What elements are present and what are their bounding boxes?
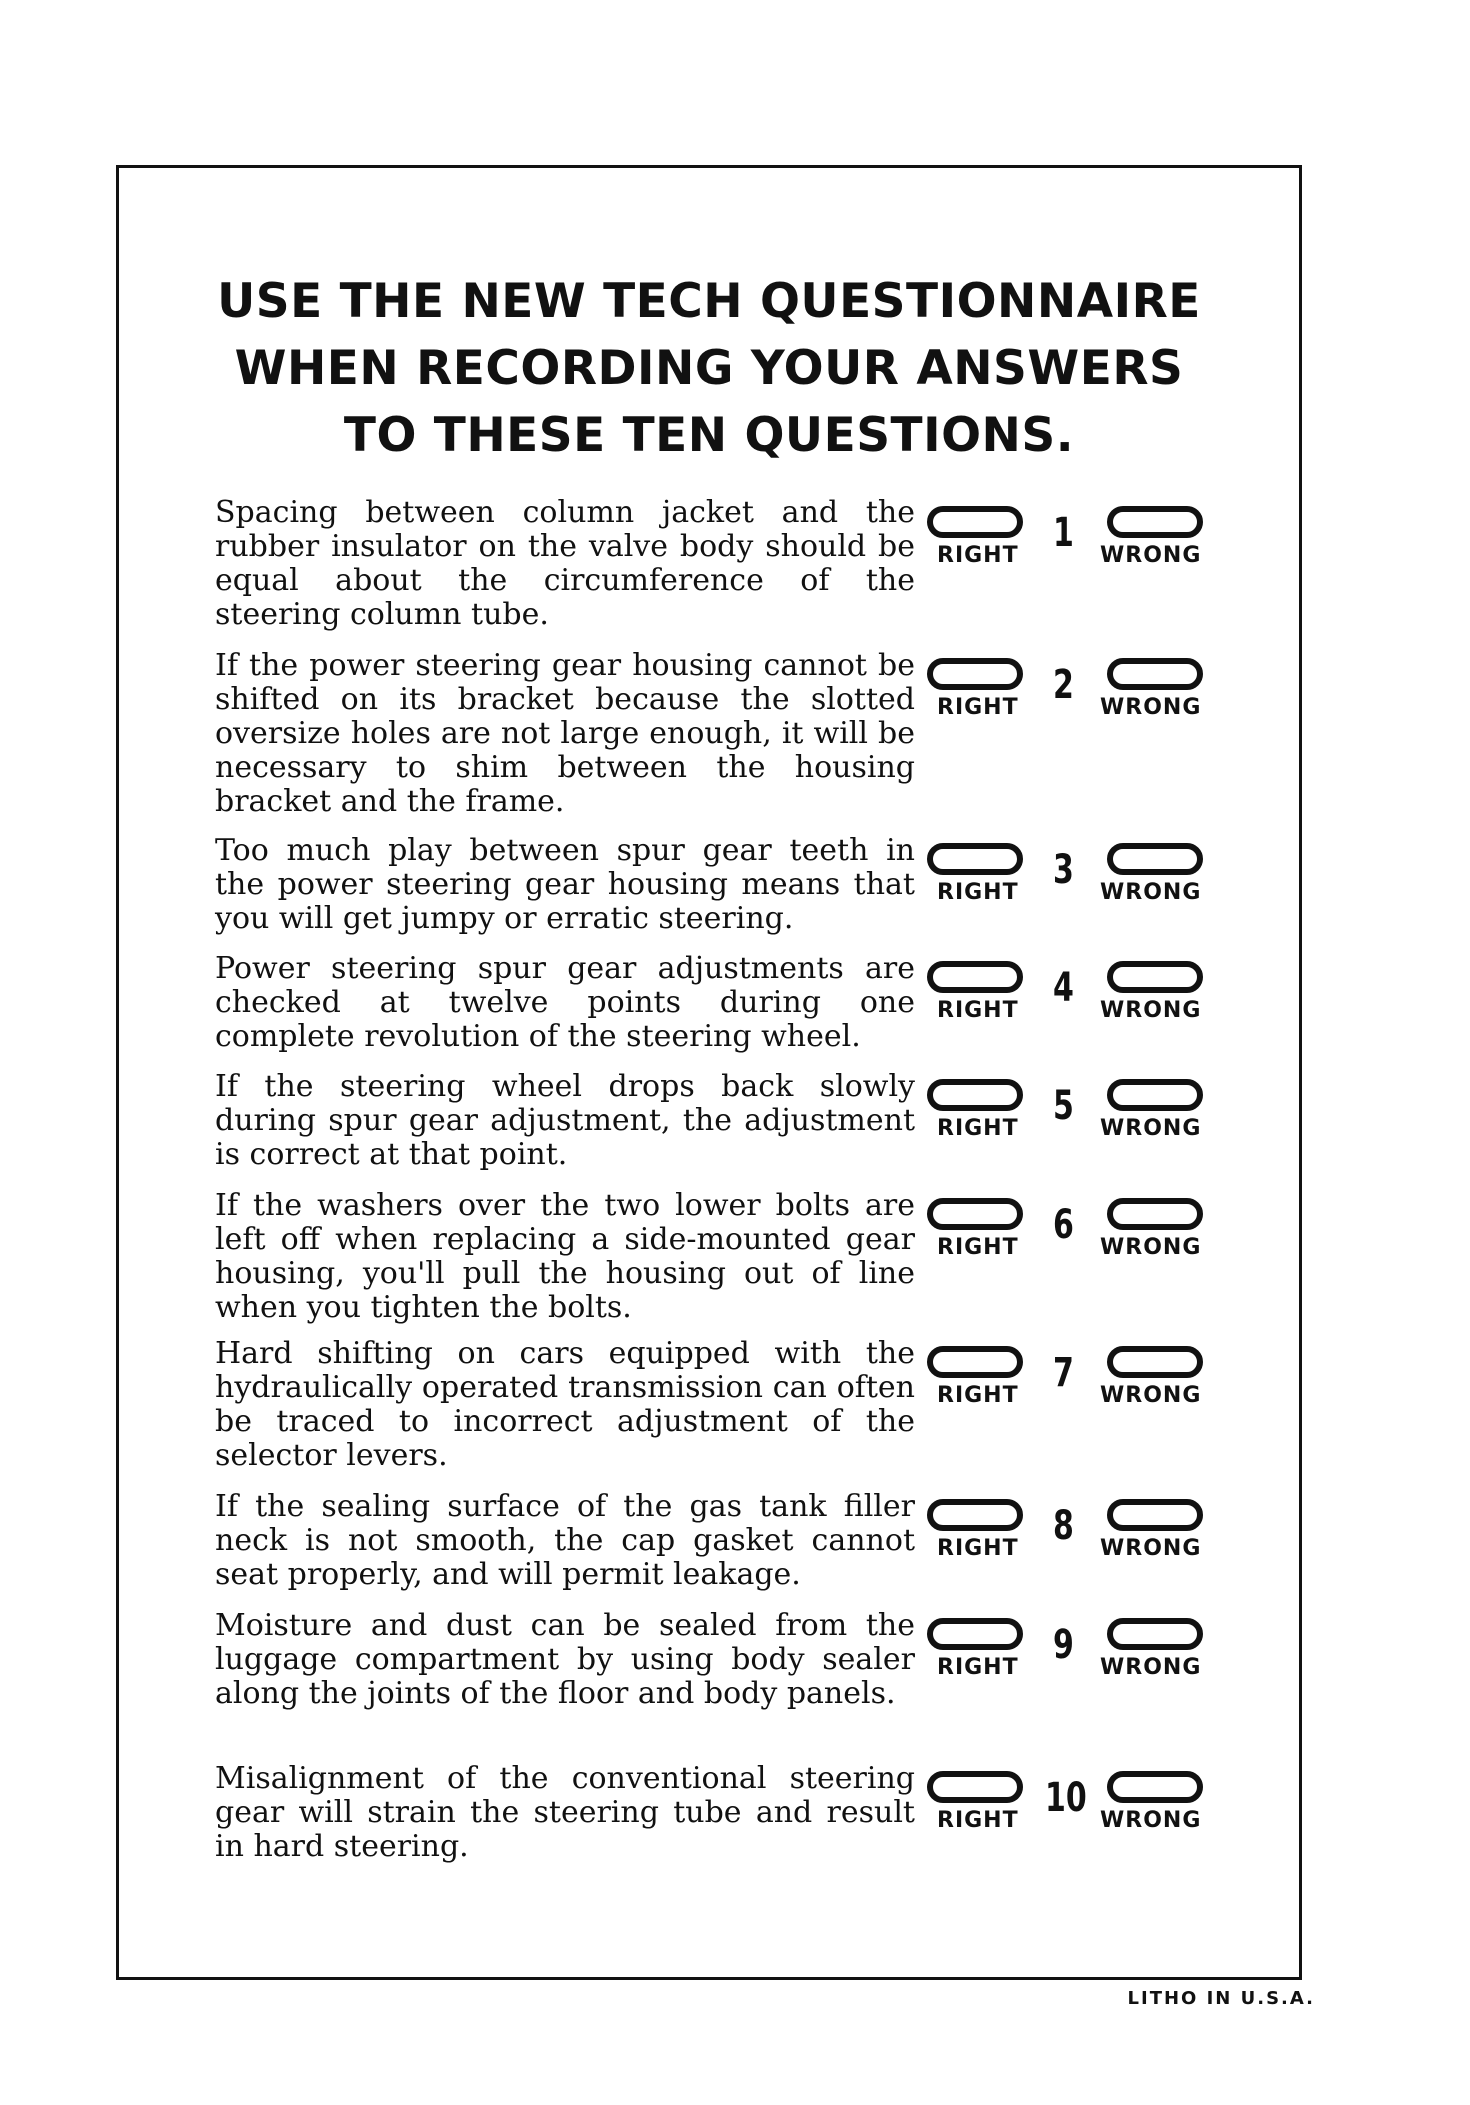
question-7-right-bubble[interactable] <box>927 1346 1023 1378</box>
question-2-text: If the power steering gear housing cannot be shifted on its bracket because the slotted oversize holes are not large enough, it will be necessary to shim between the housing bracket and the frame. <box>215 648 915 819</box>
question-7-number: 7 <box>1053 1350 1074 1396</box>
question-3-wrong-bubble[interactable] <box>1107 843 1203 875</box>
question-3-text: Too much play between spur gear teeth in the power steering gear housing means that you will get jumpy or erratic steering. <box>215 833 915 936</box>
question-8-right-label: RIGHT <box>937 1536 1019 1561</box>
question-2-right-label: RIGHT <box>937 695 1019 720</box>
title-line-2: WHEN RECORDING YOUR ANSWERS <box>234 341 1184 396</box>
question-4-number: 4 <box>1053 965 1074 1011</box>
page-title <box>119 268 1299 469</box>
question-7-text: Hard shifting on cars equipped with the hydraulically operated transmission can often be traced to incorrect adjustment of the selector levers. <box>215 1336 915 1473</box>
question-10-right-label: RIGHT <box>937 1808 1019 1833</box>
question-6-text: If the washers over the two lower bolts are left off when replacing a side-mounted gear housing, you'll pull the housing out of line when you tighten the bolts. <box>215 1188 915 1325</box>
question-3-right-label: RIGHT <box>937 880 1019 905</box>
title-line-1: USE THE NEW TECH QUESTIONNAIRE <box>217 274 1201 329</box>
question-5-text: If the steering wheel drops back slowly during spur gear adjustment, the adjustment is correct at that point. <box>215 1069 915 1172</box>
question-1-right-label: RIGHT <box>937 543 1019 568</box>
question-4-wrong-label: WRONG <box>1100 998 1202 1023</box>
question-5-number: 5 <box>1053 1083 1074 1129</box>
question-9-right-label: RIGHT <box>937 1655 1019 1680</box>
question-10-wrong-bubble[interactable] <box>1107 1771 1203 1803</box>
question-2-wrong-bubble[interactable] <box>1107 658 1203 690</box>
question-6-right-bubble[interactable] <box>927 1198 1023 1230</box>
question-7-right-label: RIGHT <box>937 1383 1019 1408</box>
question-1-wrong-bubble[interactable] <box>1107 506 1203 538</box>
question-1-number: 1 <box>1053 510 1074 556</box>
question-2-wrong-label: WRONG <box>1100 695 1202 720</box>
question-4-right-bubble[interactable] <box>927 961 1023 993</box>
question-8-wrong-label: WRONG <box>1100 1536 1202 1561</box>
question-10-right-bubble[interactable] <box>927 1771 1023 1803</box>
question-1-text: Spacing between column jacket and the rubber insulator on the valve body should be equal about the circumference of the steering column tube. <box>215 495 915 632</box>
question-10-wrong-label: WRONG <box>1100 1808 1202 1833</box>
question-10-text: Misalignment of the conventional steering gear will strain the steering tube and result in hard steering. <box>215 1761 915 1864</box>
question-9-wrong-bubble[interactable] <box>1107 1618 1203 1650</box>
question-8-wrong-bubble[interactable] <box>1107 1499 1203 1531</box>
question-5-right-bubble[interactable] <box>927 1079 1023 1111</box>
question-9-wrong-label: WRONG <box>1100 1655 1202 1680</box>
question-5-wrong-label: WRONG <box>1100 1116 1202 1141</box>
question-4-wrong-bubble[interactable] <box>1107 961 1203 993</box>
print-footer: LITHO IN U.S.A. <box>1127 1988 1315 2009</box>
question-8-right-bubble[interactable] <box>927 1499 1023 1531</box>
question-4-right-label: RIGHT <box>937 998 1019 1023</box>
question-5-right-label: RIGHT <box>937 1116 1019 1141</box>
question-6-wrong-label: WRONG <box>1100 1235 1202 1260</box>
question-7-wrong-bubble[interactable] <box>1107 1346 1203 1378</box>
question-7-wrong-label: WRONG <box>1100 1383 1202 1408</box>
question-1-wrong-label: WRONG <box>1100 543 1202 568</box>
question-3-wrong-label: WRONG <box>1100 880 1202 905</box>
question-4-text: Power steering spur gear adjustments are checked at twelve points during one complete revolution of the steering wheel. <box>215 951 915 1054</box>
question-3-number: 3 <box>1053 847 1074 893</box>
question-9-right-bubble[interactable] <box>927 1618 1023 1650</box>
question-6-right-label: RIGHT <box>937 1235 1019 1260</box>
question-6-wrong-bubble[interactable] <box>1107 1198 1203 1230</box>
question-9-number: 9 <box>1053 1622 1074 1668</box>
question-1-right-bubble[interactable] <box>927 506 1023 538</box>
question-3-right-bubble[interactable] <box>927 843 1023 875</box>
question-8-number: 8 <box>1053 1503 1074 1549</box>
question-2-number: 2 <box>1053 662 1074 708</box>
questionnaire-frame <box>116 165 1302 1980</box>
question-8-text: If the sealing surface of the gas tank filler neck is not smooth, the cap gasket cannot seat properly, and will permit leakage. <box>215 1489 915 1592</box>
question-9-text: Moisture and dust can be sealed from the luggage compartment by using body sealer along the joints of the floor and body panels. <box>215 1608 915 1711</box>
question-6-number: 6 <box>1053 1202 1074 1248</box>
title-line-3: TO THESE TEN QUESTIONS. <box>343 408 1075 463</box>
question-2-right-bubble[interactable] <box>927 658 1023 690</box>
question-10-number: 10 <box>1045 1775 1087 1821</box>
question-5-wrong-bubble[interactable] <box>1107 1079 1203 1111</box>
